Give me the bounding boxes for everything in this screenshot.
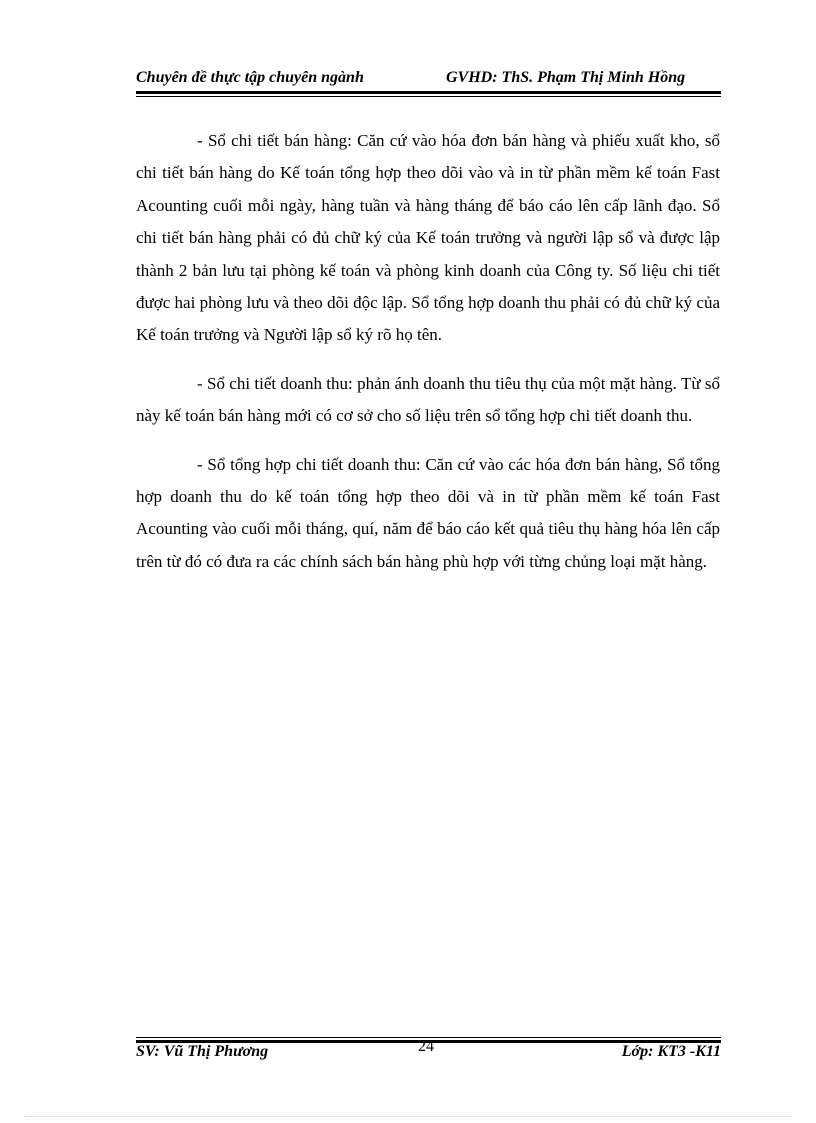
footer-student: SV: Vũ Thị Phương [136,1043,269,1060]
page-edge-divider [24,1116,792,1117]
page-footer [136,1038,721,1065]
paragraph-revenue-summary: - Sổ tổng hợp chi tiết doanh thu: Căn cứ vào các hóa đơn bán hàng, Sổ tổng hợp doanh thu do kế toán tổng hợp theo dõi và in từ phần mềm kế toán Fast Acounting vào cuối mỗi tháng, quí, năm để báo cáo kết quả tiêu thụ hàng hóa lên cấp trên từ đó có đưa ra các chính sách bán hàng phù hợp với từng chủng loại mặt hàng. [136,454,720,571]
paragraph-sales-ledger: - Sổ chi tiết bán hàng: Căn cứ vào hóa đơn bán hàng và phiếu xuất kho, sổ chi tiết bán hàng do Kế toán tổng hợp theo dõi vào và in từ phần mềm kế toán Fast Acounting cuối mỗi ngày, hàng tuần và hàng tháng để báo cáo lên cấp lãnh đạo. Sổ chi tiết bán hàng phải có đủ chữ ký của Kế toán trưởng và người lập sổ và được lập thành 2 bản lưu tại phòng kế toán và phòng kinh doanh của Công ty. Số liệu chi tiết được hai phòng lưu và theo dõi độc lập. Sổ tổng hợp doanh thu phải có đủ chữ ký của Kế toán trưởng và Người lập sổ ký rõ họ tên. [136,131,720,345]
footer-class: Lớp: KT3 -K11 [621,1043,721,1060]
page-number: 24 [418,1038,434,1055]
paragraph-revenue-detail: - Sổ chi tiết doanh thu: phản ánh doanh thu tiêu thụ của một mặt hàng. Từ sổ này kế toán bán hàng mới có cơ sở cho số liệu trên sổ tổng hợp chi tiết doanh thu. [136,373,720,426]
header-supervisor: GVHD: ThS. Phạm Thị Minh Hồng [446,69,686,86]
page-header [136,66,721,92]
header-divider [136,91,721,97]
header-topic: Chuyên đề thực tập chuyên ngành [136,69,364,86]
document-body [136,125,720,594]
